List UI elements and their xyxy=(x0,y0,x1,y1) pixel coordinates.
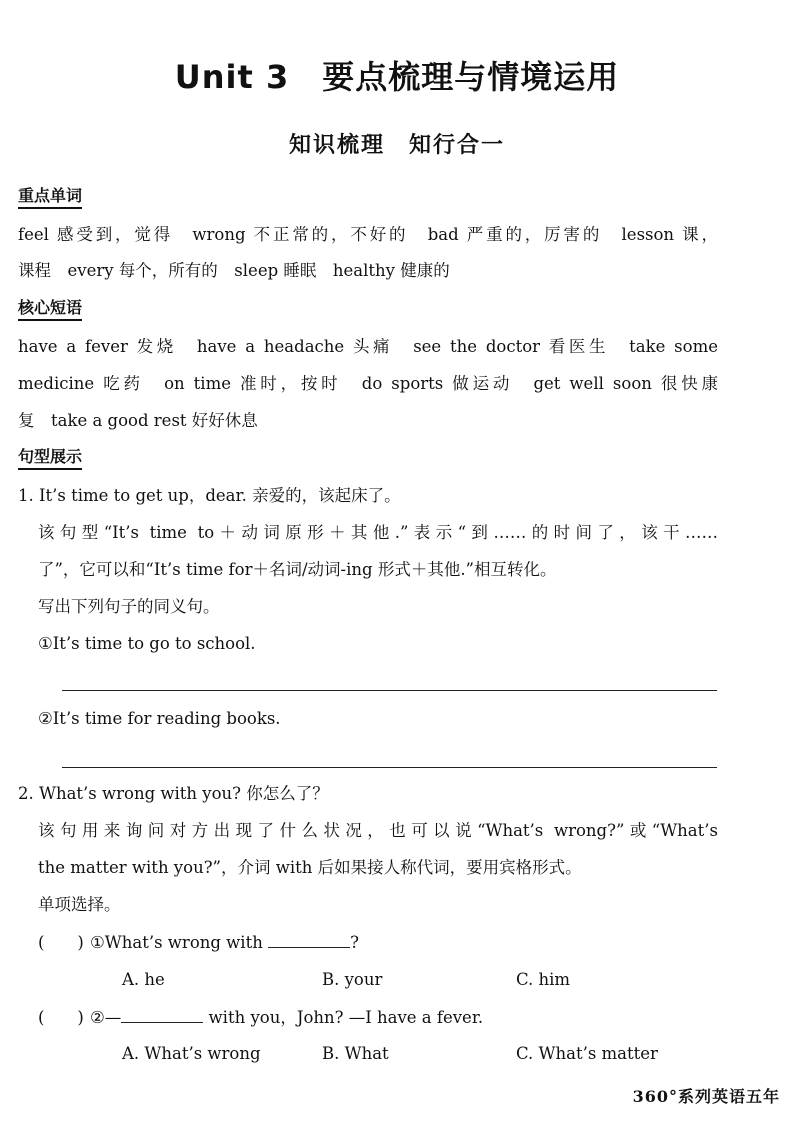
vocab-line-1: feel 感受到，觉得 wrong 不正常的，不好的 bad 严重的，厉害的 lesson 课， xyxy=(18,225,718,244)
pattern-1-explain-2: 了”，它可以和“It’s time for＋名词/动词-ing 形式＋其他.”相互转化。 xyxy=(38,560,557,579)
fill-blank-2[interactable] xyxy=(121,1006,203,1023)
pattern-2-instruction: 单项选择。 xyxy=(38,895,121,914)
choice-1-option-a[interactable]: A. he xyxy=(122,970,165,989)
pattern-1-sentence: 1. It’s time to get up，dear. 亲爱的，该起床了。 xyxy=(18,486,401,505)
phrases-line-2: medicine 吃药 on time 准时，按时 do sports 做运动 get well soon 很快康 xyxy=(18,374,718,393)
section-subtitle: 知识梳理 知行合一 xyxy=(288,133,505,158)
phrases-line-3: 复 take a good rest 好好休息 xyxy=(18,411,258,430)
answer-line-1[interactable] xyxy=(62,690,717,691)
choice-2-option-c[interactable]: C. What’s matter xyxy=(516,1044,658,1063)
pattern-1-question-2: ②It’s time for reading books. xyxy=(38,709,281,728)
vocab-heading: 重点单词 xyxy=(18,186,82,209)
answer-paren-1[interactable]: ( ) xyxy=(38,933,84,952)
pattern-2-explain-2: the matter with you?”，介词 with 后如果接人称代词，要用宾格形式。 xyxy=(38,858,582,877)
choice-2-suffix: with you，John? —I have a fever. xyxy=(203,1008,484,1027)
pattern-2-explain-1: 该句用来询问对方出现了什么状况，也可以说“What’s wrong?”或“What’s xyxy=(38,821,718,840)
choice-question-2 xyxy=(38,1006,483,1029)
pattern-1-instruction: 写出下列句子的同义句。 xyxy=(38,597,220,616)
fill-blank-1[interactable] xyxy=(268,931,350,948)
choice-2-prefix: ②— xyxy=(90,1008,122,1027)
pattern-2-sentence: 2. What’s wrong with you? 你怎么了？ xyxy=(18,784,329,803)
choice-1-option-b[interactable]: B. your xyxy=(322,970,383,989)
choice-2-option-a[interactable]: A. What’s wrong xyxy=(122,1044,261,1063)
choice-1-option-c[interactable]: C. him xyxy=(516,970,571,989)
choice-1-suffix: ? xyxy=(350,933,359,952)
pattern-1-question-1: ①It’s time to go to school. xyxy=(38,634,256,653)
answer-line-2[interactable] xyxy=(62,767,717,768)
answer-paren-2[interactable]: ( ) xyxy=(38,1008,84,1027)
choice-question-1 xyxy=(38,931,359,954)
vocab-line-2: 课程 every 每个，所有的 sleep 睡眠 healthy 健康的 xyxy=(18,261,450,280)
pattern-1-explain-1: 该句型“It’s time to＋动词原形＋其他.”表示“到……的时间了，该干…… xyxy=(38,523,718,542)
footer-series-label: 360°系列英语五年 xyxy=(632,1087,780,1106)
patterns-heading: 句型展示 xyxy=(18,447,82,470)
phrases-heading: 核心短语 xyxy=(18,298,82,321)
phrases-line-1: have a fever 发烧 have a headache 头痛 see the doctor 看医生 take some xyxy=(18,337,718,356)
page-title: Unit 3 要点梳理与情境运用 xyxy=(174,58,620,96)
choice-1-prefix: ①What’s wrong with xyxy=(90,933,263,952)
choice-2-option-b[interactable]: B. What xyxy=(322,1044,389,1063)
